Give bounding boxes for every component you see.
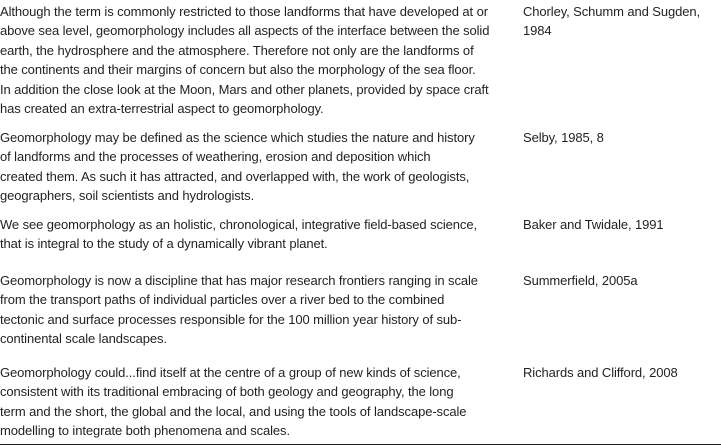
source-line: Chorley, Schumm and Sugden,	[523, 4, 700, 19]
quote-line: Geomorphology is now a discipline that has major research frontiers ranging in scale	[0, 273, 478, 288]
quote-line: continental scale landscapes.	[0, 331, 167, 347]
source-line: Summerfield, 2005a	[523, 273, 638, 288]
source-line: Baker and Twidale, 1991	[523, 217, 664, 232]
source-line: Richards and Clifford, 2008	[523, 365, 678, 380]
quote-line: consistent with its traditional embracing of both geology and geography, the long	[0, 384, 454, 400]
quote-line: from the transport paths of individual particles over a river bed to the combined	[0, 292, 445, 308]
quote-text	[0, 363, 515, 441]
quote-line: modelling to integrate both phenomena and scales.	[0, 423, 290, 439]
quote-line: Geomorphology may be defined as the science which studies the nature and history	[0, 130, 475, 145]
quote-line: We see geomorphology as an holistic, chronological, integrative field-based science,	[0, 217, 477, 232]
source-line: 1984	[523, 23, 552, 39]
quote-line: In addition the close look at the Moon, Mars and other planets, provided by space craft	[0, 81, 489, 97]
source-citation	[523, 363, 719, 382]
source-line: Selby, 1985, 8	[523, 130, 604, 145]
source-citation	[523, 128, 719, 147]
quote-line: of landforms and the processes of weathering, erosion and deposition which	[0, 149, 431, 165]
quote-line: above sea level, geomorphology includes all aspects of the interface between the solid	[0, 23, 490, 39]
quote-line: Geomorphology could...find itself at the centre of a group of new kinds of science,	[0, 365, 461, 380]
quote-line: tectonic and surface processes responsible for the 100 million year history of sub-	[0, 311, 462, 327]
quote-text	[0, 128, 515, 206]
quote-line: the continents and their margins of concern but also the morphology of the sea floor.	[0, 62, 476, 78]
quote-text	[0, 2, 515, 118]
quote-line: Although the term is commonly restricted to those landforms that have developed at or	[0, 4, 488, 19]
source-citation	[523, 2, 719, 41]
quote-line: term and the short, the global and the local, and using the tools of landscape-scale	[0, 403, 467, 419]
quote-line: geographers, soil scientists and hydrologists.	[0, 188, 255, 204]
quote-line: has created an extra-terrestrial aspect to geomorphology.	[0, 101, 324, 117]
source-citation	[523, 271, 719, 290]
quote-line: earth, the hydrosphere and the atmosphere. Therefore not only are the landforms of	[0, 42, 474, 58]
bottom-rule	[0, 444, 721, 445]
quote-line: that is integral to the study of a dynamically vibrant planet.	[0, 236, 328, 252]
quote-text	[0, 215, 515, 254]
quote-line: created them. As such it has attracted, and overlapped with, the work of geologists,	[0, 168, 470, 184]
source-citation	[523, 215, 719, 234]
quote-text	[0, 271, 515, 349]
